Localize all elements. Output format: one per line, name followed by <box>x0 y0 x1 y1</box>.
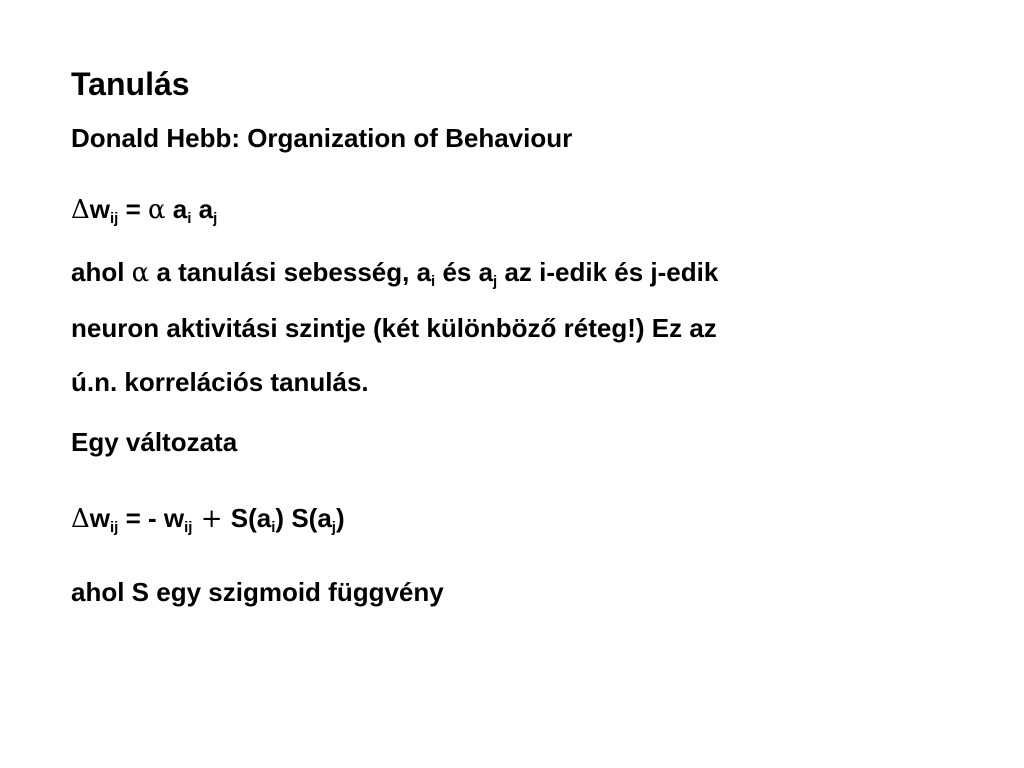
formula-s-a-j: S(a <box>284 503 332 533</box>
formula-close-paren: ) <box>335 503 345 533</box>
formula-w-subscript: ij <box>110 210 119 227</box>
alpha-symbol: α <box>148 195 166 225</box>
variant-formula <box>71 502 345 535</box>
paragraph-text: ahol <box>71 257 132 287</box>
paragraph-line-2: neuron aktivitási szintje (két különböző réteg!) Ez az <box>71 313 717 343</box>
subscript-j: j <box>493 273 498 290</box>
paragraph-line-1 <box>71 256 718 289</box>
slide-subtitle: Donald Hebb: Organization of Behaviour <box>71 123 573 153</box>
formula-s-a-i: S(a <box>230 503 272 533</box>
paragraph-text: a tanulási sebesség, a <box>149 257 432 287</box>
formula-s-a-j-subscript: j <box>331 519 336 536</box>
formula-a-i-subscript: i <box>187 210 192 227</box>
formula-close-paren: ) <box>275 503 285 533</box>
formula-equals: = <box>118 194 148 224</box>
variant-heading: Egy változata <box>71 427 238 457</box>
formula-w-subscript: ij <box>110 519 119 536</box>
plus-symbol: + <box>192 504 231 534</box>
paragraph-text: és a <box>435 257 494 287</box>
formula-w: w <box>89 194 111 224</box>
formula-a-i: a <box>165 194 188 224</box>
hebb-formula <box>71 193 217 226</box>
delta-symbol: Δ <box>71 195 90 225</box>
formula-w: w <box>89 503 111 533</box>
slide-title: Tanulás <box>71 66 190 102</box>
paragraph-line-3: ú.n. korrelációs tanulás. <box>71 367 369 397</box>
formula-a-j-subscript: j <box>213 210 218 227</box>
alpha-symbol: α <box>131 258 150 288</box>
formula-equals: = <box>118 503 148 533</box>
closing-line: ahol S egy szigmoid függvény <box>71 577 444 607</box>
formula-minus-w-subscript: ij <box>184 519 193 536</box>
subscript-i: i <box>431 273 436 290</box>
formula-a-j: a <box>191 194 214 224</box>
delta-symbol: Δ <box>71 504 90 534</box>
paragraph-text: az i-edik és j-edik <box>497 257 719 287</box>
formula-s-a-i-subscript: i <box>271 519 276 536</box>
formula-minus-w: - w <box>148 503 185 533</box>
